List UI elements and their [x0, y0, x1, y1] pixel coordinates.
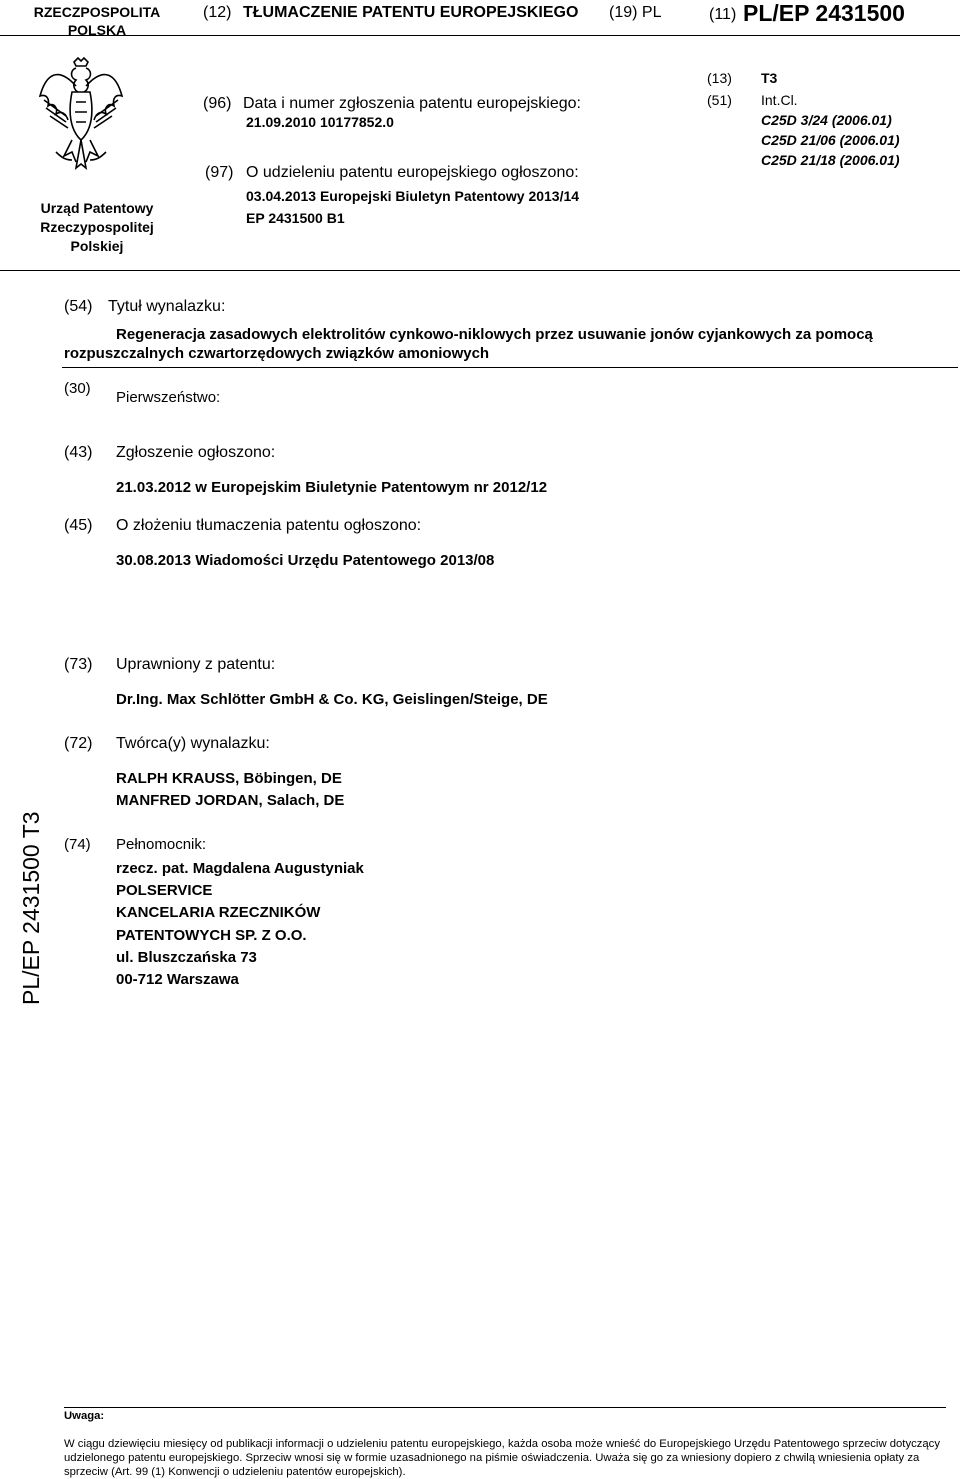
header-divider	[0, 35, 960, 36]
priority-label: Pierwszeństwo:	[116, 389, 221, 406]
section-divider-2	[62, 367, 958, 368]
translation-label: O złożeniu tłumaczenia patentu ogłoszono:	[116, 517, 422, 534]
grant-value: 03.04.2013 Europejski Biuletyn Patentowy 2013/14	[246, 188, 580, 204]
code-11: (11)	[709, 6, 737, 23]
attorney-line-5: ul. Bluszczańska 73	[116, 949, 257, 966]
title-label: Tytuł wynalazku:	[108, 298, 226, 315]
code-51: (51)	[707, 92, 732, 108]
class-2: C25D 21/06 (2006.01)	[761, 132, 900, 148]
attorney-line-4: PATENTOWYCH SP. Z O.O.	[116, 927, 307, 944]
ep-number: EP 2431500 B1	[246, 210, 345, 226]
code-73: (73)	[64, 656, 93, 673]
announce-value: 21.03.2012 w Europejskim Biuletynie Patentowym nr 2012/12	[116, 479, 548, 496]
code-30: (30)	[64, 380, 91, 397]
section-divider-1	[0, 270, 960, 271]
code-45: (45)	[64, 517, 93, 534]
holder-label: Uprawniony z patentu:	[116, 656, 276, 673]
office-line-3: Polskiej	[70, 238, 124, 254]
class-3: C25D 21/18 (2006.01)	[761, 152, 900, 168]
attorney-line-3: KANCELARIA RZECZNIKÓW	[116, 904, 321, 921]
attorney-line-6: 00-712 Warszawa	[116, 971, 239, 988]
office-line-1: Urząd Patentowy	[40, 200, 154, 216]
eagle-emblem-icon	[36, 56, 126, 178]
country-name: RZECZPOSPOLITA POLSKA	[33, 4, 161, 38]
footer-note: W ciągu dziewięciu miesięcy od publikacji informacji o udzieleniu patentu europejskiego, każda osoba może wnieść do Europejskiego Urzędu Patentowego sprzeciw dotyczący udzielonego patentu europejskiego. Sprzeciw wnosi się w formie uzasadnionego na piśmie oświadczenia. Uważa się go za wniesiony dopiero z chwilą wniesienia opłaty za sprzeciw (Art. 99 (1) Konwencji o udzieleniu patentów europejskich).	[64, 1438, 940, 1478]
footer-divider	[64, 1407, 946, 1408]
code-74: (74)	[64, 836, 91, 853]
attorney-line-1: rzecz. pat. Magdalena Augustyniak	[116, 860, 364, 877]
code-54: (54)	[64, 298, 93, 315]
inventors-label: Twórca(y) wynalazku:	[116, 735, 270, 752]
holder-value: Dr.Ing. Max Schlötter GmbH & Co. KG, Geislingen/Steige, DE	[116, 691, 548, 708]
attorney-line-2: POLSERVICE	[116, 882, 213, 899]
code-13: (13)	[707, 70, 732, 86]
inventor-2: MANFRED JORDAN, Salach, DE	[116, 792, 345, 809]
title-line-2: rozpuszczalnych czwartorzędowych związków amoniowych	[64, 345, 490, 362]
code-97: (97)	[205, 164, 234, 181]
code-19: (19) PL	[609, 4, 662, 21]
code-43: (43)	[64, 444, 93, 461]
attorney-label: Pełnomocnik:	[116, 836, 207, 853]
inventor-1: RALPH KRAUSS, Böbingen, DE	[116, 770, 342, 787]
kind-code: T3	[761, 70, 778, 86]
office-name	[24, 199, 170, 256]
side-label: PL/EP 2431500 T3	[18, 811, 44, 1005]
document-type: TŁUMACZENIE PATENTU EUROPEJSKIEGO	[243, 4, 579, 21]
grant-label: O udzieleniu patentu europejskiego ogłoszono:	[246, 164, 579, 181]
code-12: (12)	[203, 4, 232, 21]
filing-label: Data i numer zgłoszenia patentu europejskiego:	[243, 95, 581, 112]
intcl-label: Int.Cl.	[761, 92, 798, 108]
footer-label: Uwaga:	[64, 1410, 105, 1422]
filing-value: 21.09.2010 10177852.0	[246, 114, 394, 130]
code-96: (96)	[203, 95, 232, 112]
title-line-1: Regeneracja zasadowych elektrolitów cynkowo-niklowych przez usuwanie jonów cyjankowych za pomocą	[116, 326, 873, 343]
class-1: C25D 3/24 (2006.01)	[761, 112, 892, 128]
announce-label: Zgłoszenie ogłoszono:	[116, 444, 276, 461]
office-line-2: Rzeczypospolitej	[40, 219, 154, 235]
publication-number: PL/EP 2431500	[743, 0, 905, 26]
code-72: (72)	[64, 735, 93, 752]
translation-value: 30.08.2013 Wiadomości Urzędu Patentowego 2013/08	[116, 552, 495, 569]
